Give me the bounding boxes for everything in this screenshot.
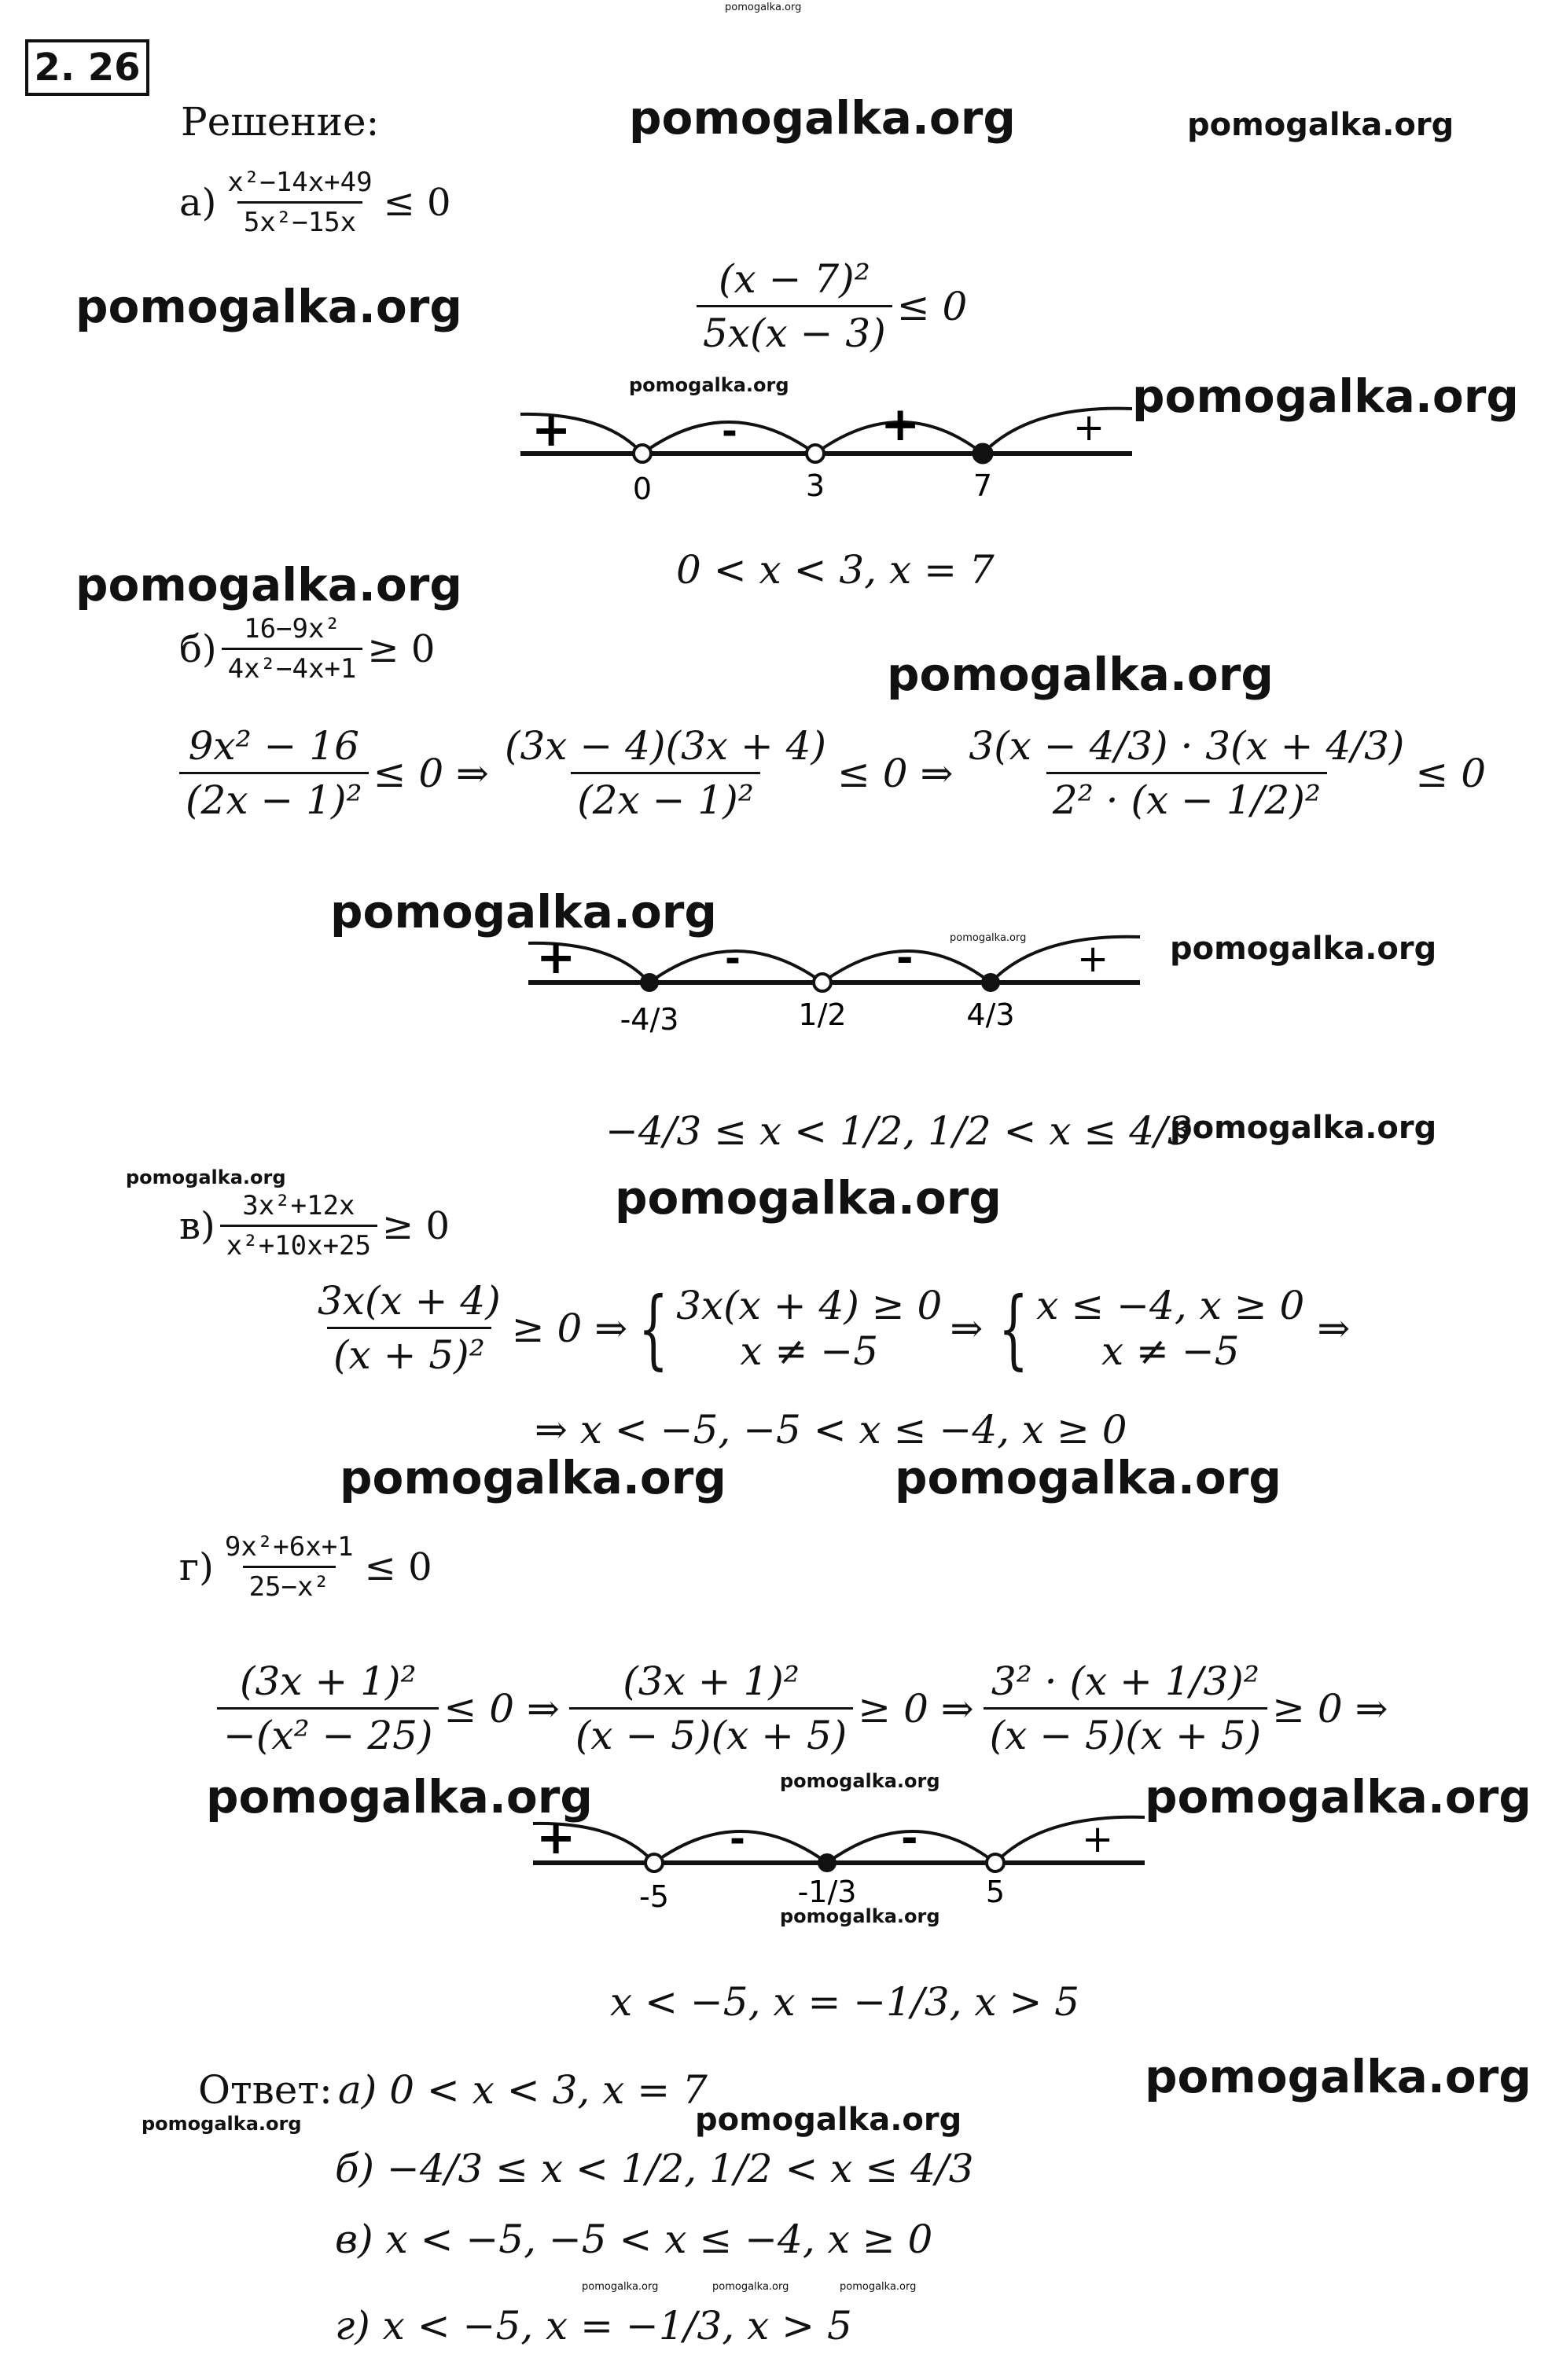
sign-label: - [896,935,914,982]
watermark: pomogalka.org [75,558,462,612]
watermark: pomogalka.org [950,932,1027,944]
open-point [807,445,824,462]
watermark: pomogalka.org [615,1171,1002,1225]
part-a-label: а) [179,180,217,225]
relation: ≥ 0 ⇒ [1272,1685,1388,1732]
sign-label: + [881,397,921,452]
problem-number: 2. 26 [25,39,149,96]
open-point [634,445,651,462]
answer-v: в) x < −5, −5 < x ≤ −4, x ≥ 0 [335,2217,933,2262]
fraction-numerator: (3x + 1)² [239,1658,417,1704]
number-line-b [519,927,1148,1045]
point-label: -1/3 [797,1875,857,1909]
watermark: pomogalka.org [582,2281,659,2293]
watermark: pomogalka.org [1145,2050,1531,2103]
sign-label: - [725,937,741,981]
part-b-result: −4/3 ≤ x < 1/2, 1/2 < x ≤ 4/3 [605,1108,1193,1154]
fraction-denominator: 5x²−15x [237,201,362,238]
fraction-numerator: x²−14x+49 [227,167,373,198]
part-a-given [179,167,451,238]
system [1036,1283,1304,1374]
part-a-factored [692,256,967,356]
relation: ≤ 0 [1415,750,1487,796]
watermark: pomogalka.org [629,91,1016,145]
fraction-numerator: (3x + 1)² [623,1658,800,1704]
implies: ⇒ [950,1305,984,1351]
point-label: 3 [805,468,825,503]
fraction-numerator: 3(x − 4/3) · 3(x + 4/3) [969,723,1405,769]
relation: ≤ 0 [364,1544,432,1589]
watermark: pomogalka.org [780,1905,940,1927]
fraction-denominator: (x − 5)(x + 5) [569,1707,853,1758]
point-label: -5 [639,1879,669,1914]
system-line: x ≤ −4, x ≥ 0 [1036,1282,1305,1328]
number-line-a [511,397,1140,515]
fraction-denominator: x²+10x+25 [220,1225,377,1262]
sign-label: + [531,402,572,457]
fraction-numerator: 9x²+6x+1 [224,1531,354,1563]
sign-label: - [730,1817,745,1861]
implies: ⇒ [1317,1305,1351,1351]
answer-b: б) −4/3 ≤ x < 1/2, 1/2 < x ≤ 4/3 [335,2146,974,2191]
watermark: pomogalka.org [887,648,1274,701]
watermark: pomogalka.org [206,1770,593,1824]
watermark: pomogalka.org [330,885,717,938]
watermark: pomogalka.org [1170,1110,1437,1146]
point-label: 0 [632,472,653,506]
fraction-numerator: 3² · (x + 1/3)² [991,1658,1259,1704]
relation: ≤ 0 [896,283,968,329]
point-label: 7 [973,468,993,503]
watermark: pomogalka.org [126,1166,286,1188]
part-a-result: 0 < x < 3, x = 7 [676,547,995,593]
relation: ≥ 0 ⇒ [858,1685,974,1732]
watermark: pomogalka.org [780,1770,940,1792]
relation: ≤ 0 ⇒ [443,1685,560,1732]
sign-label: + [1073,406,1105,450]
answer-a: а) 0 < x < 3, x = 7 [338,2067,708,2113]
fraction-denominator: (2x − 1)² [179,772,369,823]
part-b-label: б) [179,626,217,671]
watermark: pomogalka.org [895,1451,1281,1504]
part-v-result: ⇒ x < −5, −5 < x ≤ −4, x ≥ 0 [535,1407,1127,1453]
fraction-denominator: (2x − 1)² [571,772,760,823]
fraction-numerator: 3x(x + 4) [318,1278,501,1324]
part-g-given [179,1531,432,1603]
open-point [987,1854,1004,1871]
system-brace: { [998,1277,1029,1379]
watermark: pomogalka.org [75,280,462,333]
open-point [814,974,831,991]
fraction-denominator: 5x(x − 3) [697,305,892,356]
solution-label: Решение: [181,99,380,145]
part-b-given [179,613,435,685]
part-g-steps [212,1658,1388,1758]
part-v-label: в) [179,1203,215,1248]
watermark: pomogalka.org [629,374,789,396]
watermark: pomogalka.org [340,1451,726,1504]
watermark: pomogalka.org [1132,369,1519,423]
watermark: pomogalka.org [1170,931,1437,967]
answer-label: Ответ: [198,2067,333,2113]
sign-label: - [722,410,737,454]
filled-point [818,1853,837,1872]
watermark: pomogalka.org [142,2113,302,2135]
sign-label: - [901,1815,918,1862]
watermark: pomogalka.org [712,2281,789,2293]
fraction-denominator: −(x² − 25) [217,1707,439,1758]
relation: ≥ 0 [381,1203,450,1248]
answer-g: г) x < −5, x = −1/3, x > 5 [335,2303,852,2349]
watermark-top: pomogalka.org [725,2,802,13]
sign-label: + [1077,937,1109,981]
fraction-denominator: 4x²−4x+1 [222,648,363,685]
system-line: x ≠ −5 [1101,1328,1240,1374]
sign-label: + [536,1810,576,1865]
relation: ≤ 0 ⇒ [373,750,489,796]
fraction-numerator: 9x² − 16 [188,723,359,769]
relation: ≥ 0 [367,626,436,671]
part-v-given [179,1190,450,1262]
part-v-steps [307,1278,1350,1378]
watermark: pomogalka.org [1187,107,1454,143]
fraction-denominator: (x + 5)² [327,1327,491,1378]
fraction-denominator: 2² · (x − 1/2)² [1046,772,1327,823]
point-label: 4/3 [966,997,1015,1032]
system [676,1283,942,1374]
fraction-numerator: (3x − 4)(3x + 4) [504,723,826,769]
relation: ≤ 0 [383,180,451,225]
point-label: 1/2 [798,997,847,1032]
part-b-steps [175,723,1486,823]
relation: ≥ 0 ⇒ [511,1305,628,1351]
watermark: pomogalka.org [695,2102,962,2138]
system-line: x ≠ −5 [740,1328,879,1374]
fraction-denominator: 25−x² [243,1566,336,1603]
fraction-numerator: (x − 7)² [718,256,870,302]
sign-arc [991,937,1140,982]
relation: ≤ 0 ⇒ [837,750,954,796]
sign-label: + [1082,1817,1114,1861]
fraction-numerator: 3x²+12x [242,1190,355,1221]
system-line: 3x(x + 4) ≥ 0 [676,1282,943,1328]
sign-arc [983,409,1132,454]
part-g-label: г) [179,1544,214,1589]
fraction-denominator: (x − 5)(x + 5) [984,1707,1267,1758]
filled-point [973,444,992,463]
filled-point [640,973,659,992]
part-g-result: x < −5, x = −1/3, x > 5 [610,1979,1080,2025]
filled-point [981,973,1000,992]
point-label: 5 [985,1875,1006,1909]
sign-label: + [536,930,576,985]
watermark: pomogalka.org [840,2281,917,2293]
fraction-numerator: 16−9x² [244,613,340,645]
sign-arc [995,1817,1145,1863]
point-label: -4/3 [620,1002,679,1037]
system-brace: { [638,1277,669,1379]
open-point [645,1854,663,1871]
watermark: pomogalka.org [1145,1770,1531,1824]
